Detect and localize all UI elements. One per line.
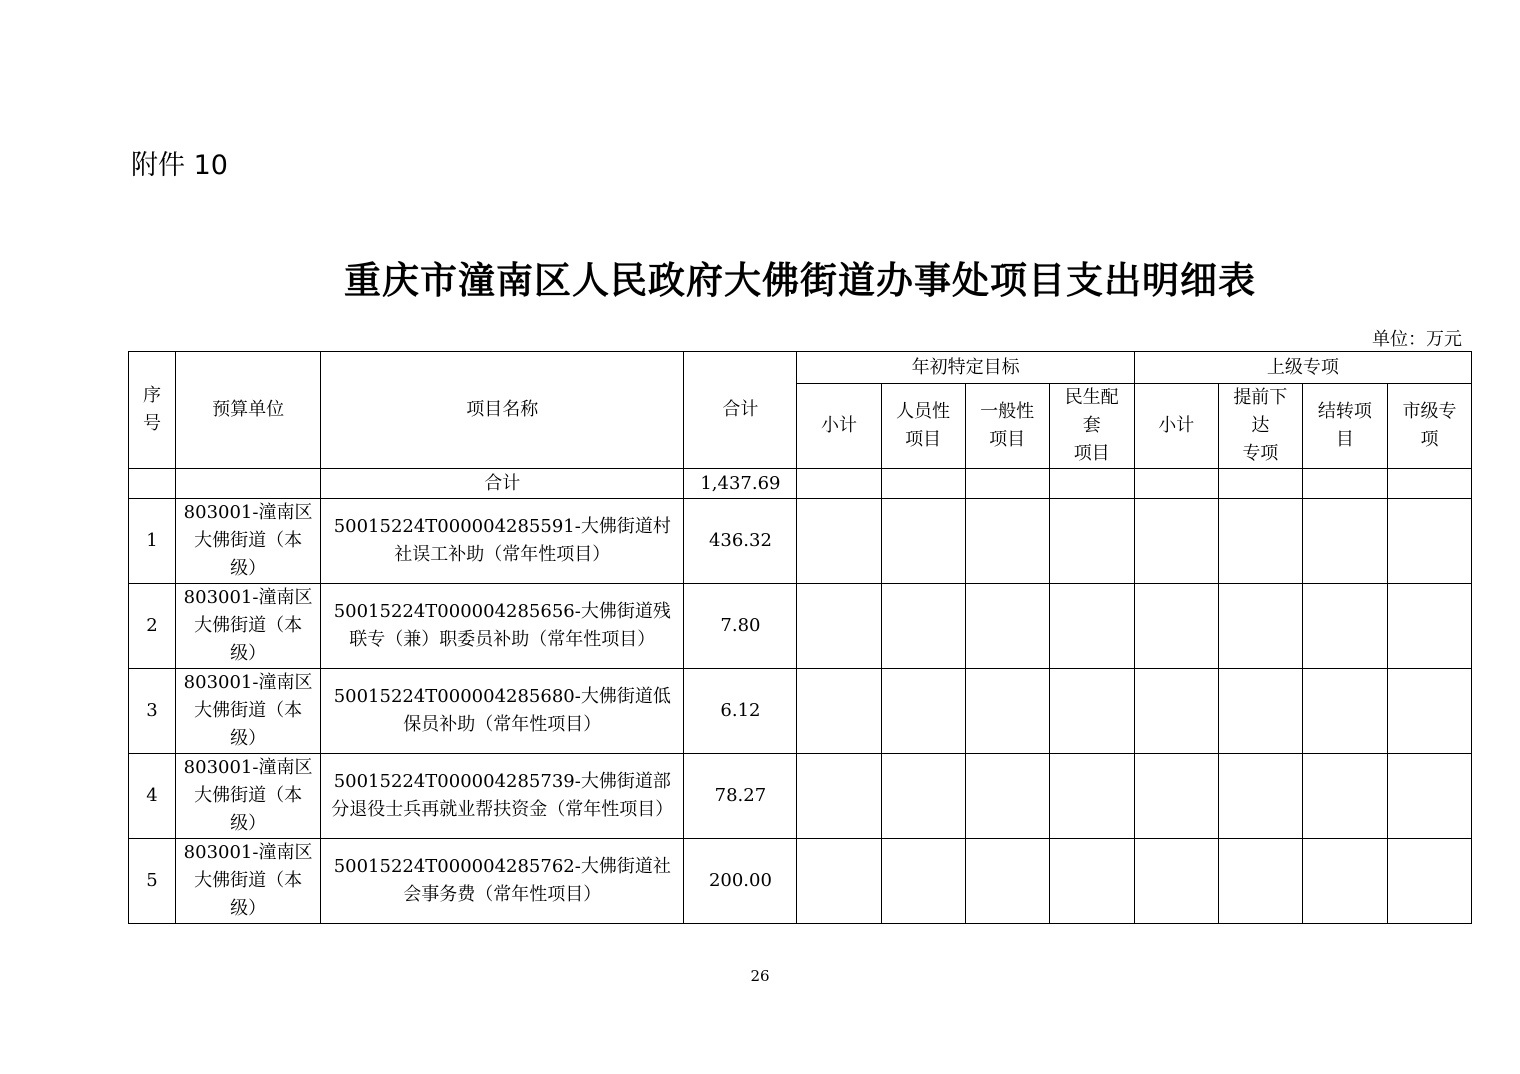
header-annual-subtotal: 小计	[797, 384, 881, 469]
row-project-name: 50015224T000004285656-大佛街道残联专（兼）职委员补助（常年性项目）	[321, 584, 684, 669]
row-project-name: 50015224T000004285739-大佛街道部分退役士兵再就业帮扶资金（常年性项目）	[321, 754, 684, 839]
attachment-label: 附件 10	[131, 150, 228, 181]
row-project-name: 50015224T000004285591-大佛街道村社误工补助（常年性项目）	[321, 499, 684, 584]
row-project-name: 50015224T000004285762-大佛街道社会事务费（常年性项目）	[321, 839, 684, 924]
row-total: 436.32	[684, 499, 797, 584]
row-budget-unit: 803001-潼南区大佛街道（本级）	[176, 499, 321, 584]
header-total: 合计	[684, 352, 797, 469]
header-seq: 序 号	[129, 352, 176, 469]
row-total: 7.80	[684, 584, 797, 669]
row-seq: 1	[129, 499, 176, 584]
row-budget-unit: 803001-潼南区大佛街道（本级）	[176, 839, 321, 924]
header-general: 一般性 项目	[965, 384, 1049, 469]
table-row	[129, 669, 1472, 754]
row-budget-unit: 803001-潼南区大佛街道（本级）	[176, 584, 321, 669]
total-value: 1,437.69	[684, 469, 797, 499]
row-total: 78.27	[684, 754, 797, 839]
row-seq: 4	[129, 754, 176, 839]
total-label: 合计	[321, 469, 684, 499]
row-total: 6.12	[684, 669, 797, 754]
page-number: 26	[750, 967, 770, 985]
row-budget-unit: 803001-潼南区大佛街道（本级）	[176, 754, 321, 839]
row-seq: 3	[129, 669, 176, 754]
header-advance: 提前下 达 专项	[1218, 384, 1302, 469]
unit-label: 单位：万元	[1372, 329, 1462, 350]
page-title: 重庆市潼南区人民政府大佛街道办事处项目支出明细表	[344, 259, 1256, 302]
table-row	[129, 839, 1472, 924]
header-group-superior: 上级专项	[1134, 352, 1471, 384]
total-row	[129, 469, 1472, 499]
header-personnel: 人员性 项目	[881, 384, 965, 469]
header-project-name: 项目名称	[321, 352, 684, 469]
row-seq: 2	[129, 584, 176, 669]
header-city: 市级专 项	[1387, 384, 1471, 469]
header-carryover: 结转项 目	[1302, 384, 1387, 469]
row-budget-unit: 803001-潼南区大佛街道（本级）	[176, 669, 321, 754]
header-livelihood: 民生配 套 项目	[1049, 384, 1134, 469]
project-expense-table	[128, 351, 1472, 924]
header-group-annual: 年初特定目标	[797, 352, 1134, 384]
row-project-name: 50015224T000004285680-大佛街道低保员补助（常年性项目）	[321, 669, 684, 754]
table-row	[129, 754, 1472, 839]
row-seq: 5	[129, 839, 176, 924]
row-total: 200.00	[684, 839, 797, 924]
table-row	[129, 584, 1472, 669]
table-row	[129, 499, 1472, 584]
header-budget-unit: 预算单位	[176, 352, 321, 469]
header-superior-subtotal: 小计	[1134, 384, 1218, 469]
